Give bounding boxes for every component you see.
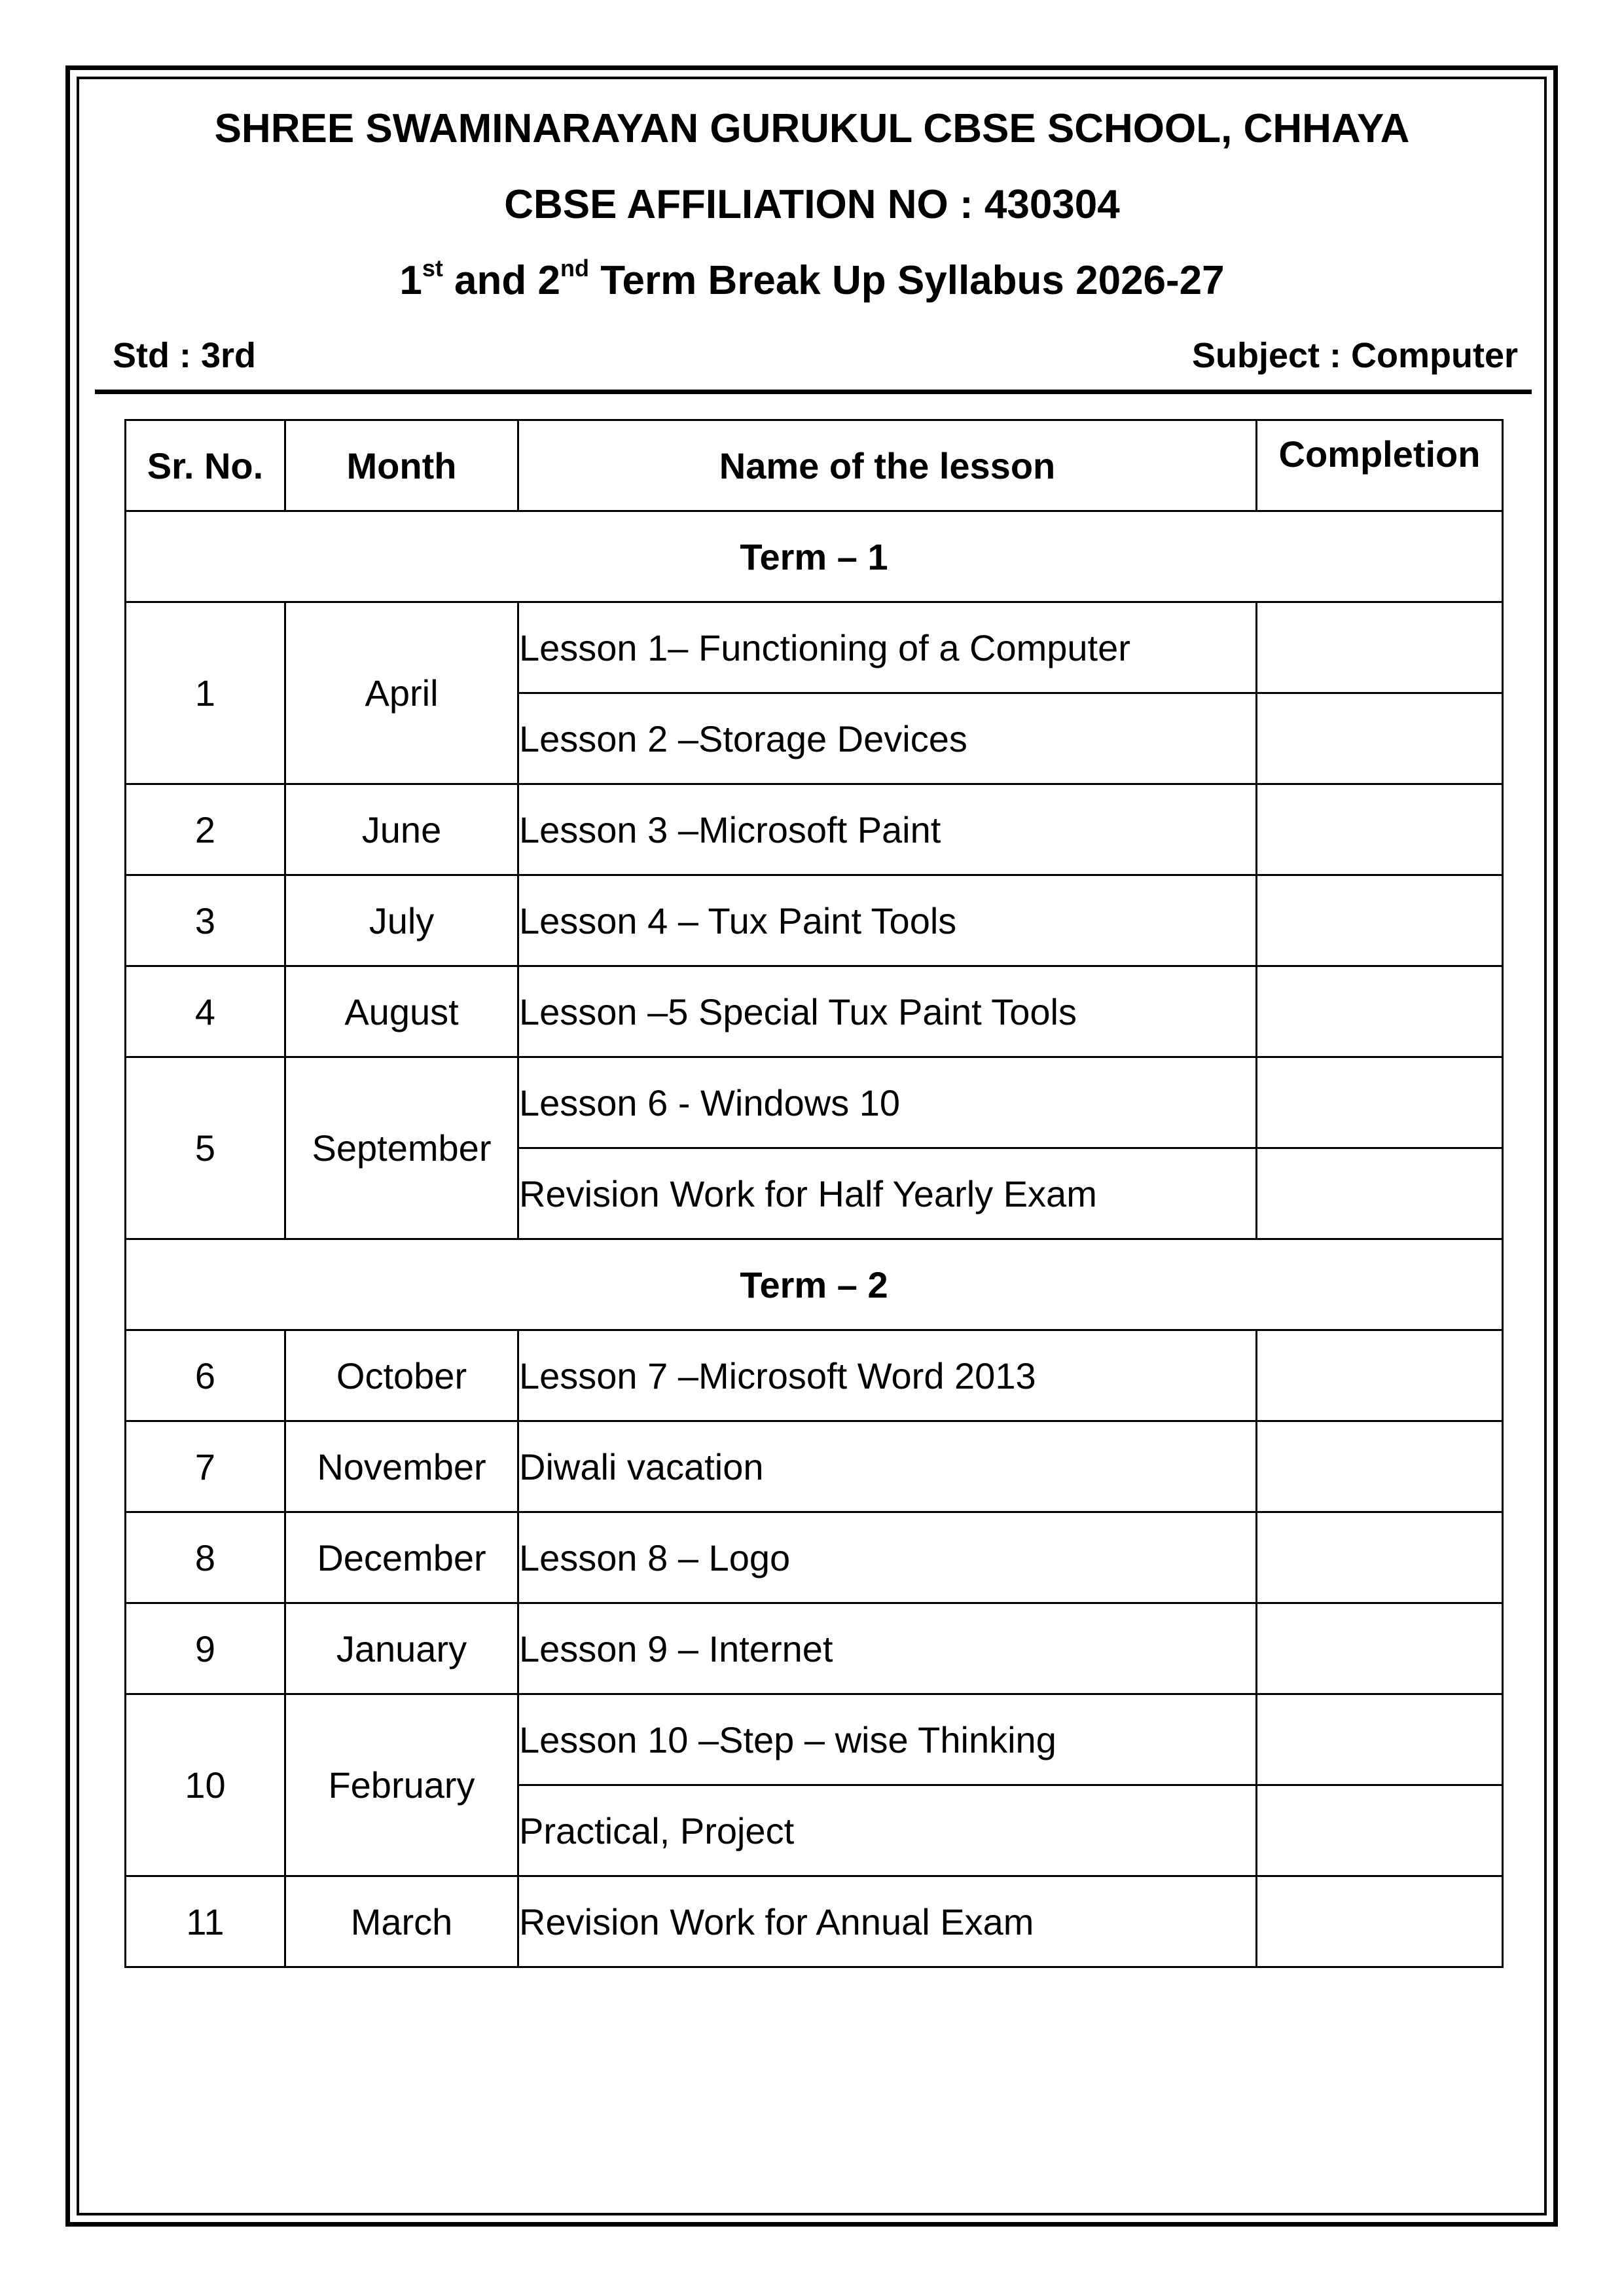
syllabus-title (0, 255, 1624, 303)
table-row (126, 602, 1503, 693)
title-part-3: Term Break Up Syllabus 2026-27 (588, 258, 1225, 303)
completion-cell[interactable] (1257, 1421, 1503, 1512)
month-cell: October (285, 1330, 518, 1421)
lesson-cell: Lesson 1– Functioning of a Computer (518, 602, 1257, 693)
term-row (126, 511, 1503, 602)
table-row (126, 1330, 1503, 1421)
lesson-cell: Lesson 3 –Microsoft Paint (518, 784, 1257, 875)
completion-cell[interactable] (1257, 602, 1503, 693)
term-label: Term – 2 (126, 1239, 1503, 1330)
lesson-cell: Practical, Project (518, 1785, 1257, 1876)
title-sup-2: nd (560, 255, 589, 282)
sr-no-cell: 1 (126, 602, 285, 784)
month-cell: December (285, 1512, 518, 1603)
completion-cell[interactable] (1257, 784, 1503, 875)
title-sup-1: st (422, 255, 443, 282)
sr-no-cell: 11 (126, 1876, 285, 1967)
school-name: SHREE SWAMINARAYAN GURUKUL CBSE SCHOOL, CHHAYA (214, 106, 1410, 151)
table-row (126, 1421, 1503, 1512)
completion-cell[interactable] (1257, 1876, 1503, 1967)
sr-no-cell: 3 (126, 875, 285, 966)
lesson-cell: Lesson 8 – Logo (518, 1512, 1257, 1603)
table-row (126, 1057, 1503, 1148)
sr-no-cell: 8 (126, 1512, 285, 1603)
completion-cell[interactable] (1257, 1603, 1503, 1694)
completion-cell[interactable] (1257, 693, 1503, 784)
std-label: Std : 3rd (113, 336, 257, 375)
month-cell: August (285, 966, 518, 1057)
sr-no-cell: 5 (126, 1057, 285, 1239)
subject-label: Subject : Computer (1191, 336, 1518, 375)
col-header-completion: Completion (1257, 420, 1503, 511)
header-divider (95, 390, 1532, 394)
completion-cell[interactable] (1257, 1512, 1503, 1603)
sr-no-cell: 2 (126, 784, 285, 875)
term-label: Term – 1 (126, 511, 1503, 602)
col-header-lesson: Name of the lesson (518, 420, 1257, 511)
lesson-cell: Lesson 7 –Microsoft Word 2013 (518, 1330, 1257, 1421)
month-cell: April (285, 602, 518, 784)
lesson-cell: Lesson 10 –Step – wise Thinking (518, 1694, 1257, 1785)
table-row (126, 1694, 1503, 1785)
table-body (126, 511, 1503, 1967)
completion-cell[interactable] (1257, 1694, 1503, 1785)
lesson-cell: Diwali vacation (518, 1421, 1257, 1512)
sr-no-cell: 10 (126, 1694, 285, 1876)
table-row (126, 966, 1503, 1057)
month-cell: March (285, 1876, 518, 1967)
completion-cell[interactable] (1257, 1148, 1503, 1239)
table-row (126, 1876, 1503, 1967)
month-cell: November (285, 1421, 518, 1512)
completion-cell[interactable] (1257, 1330, 1503, 1421)
completion-cell[interactable] (1257, 875, 1503, 966)
completion-cell[interactable] (1257, 1057, 1503, 1148)
table-row (126, 1512, 1503, 1603)
month-cell: July (285, 875, 518, 966)
completion-cell[interactable] (1257, 1785, 1503, 1876)
table-row (126, 875, 1503, 966)
lesson-cell: Lesson 6 - Windows 10 (518, 1057, 1257, 1148)
sr-no-cell: 7 (126, 1421, 285, 1512)
completion-cell[interactable] (1257, 966, 1503, 1057)
month-cell: June (285, 784, 518, 875)
lesson-cell: Lesson 9 – Internet (518, 1603, 1257, 1694)
col-header-month: Month (285, 420, 518, 511)
affiliation-number: CBSE AFFILIATION NO : 430304 (504, 182, 1120, 227)
table-row (126, 784, 1503, 875)
syllabus-table (124, 419, 1504, 1968)
title-part-2: and 2 (442, 258, 560, 303)
title-part-1: 1 (399, 258, 422, 303)
term-row (126, 1239, 1503, 1330)
month-cell: September (285, 1057, 518, 1239)
lesson-cell: Revision Work for Half Yearly Exam (518, 1148, 1257, 1239)
lesson-cell: Lesson 4 – Tux Paint Tools (518, 875, 1257, 966)
month-cell: January (285, 1603, 518, 1694)
month-cell: February (285, 1694, 518, 1876)
lesson-cell: Revision Work for Annual Exam (518, 1876, 1257, 1967)
sr-no-cell: 6 (126, 1330, 285, 1421)
sr-no-cell: 4 (126, 966, 285, 1057)
table-row (126, 1603, 1503, 1694)
sr-no-cell: 9 (126, 1603, 285, 1694)
table-header-row (126, 420, 1503, 511)
lesson-cell: Lesson 2 –Storage Devices (518, 693, 1257, 784)
col-header-sr-no: Sr. No. (126, 420, 285, 511)
lesson-cell: Lesson –5 Special Tux Paint Tools (518, 966, 1257, 1057)
